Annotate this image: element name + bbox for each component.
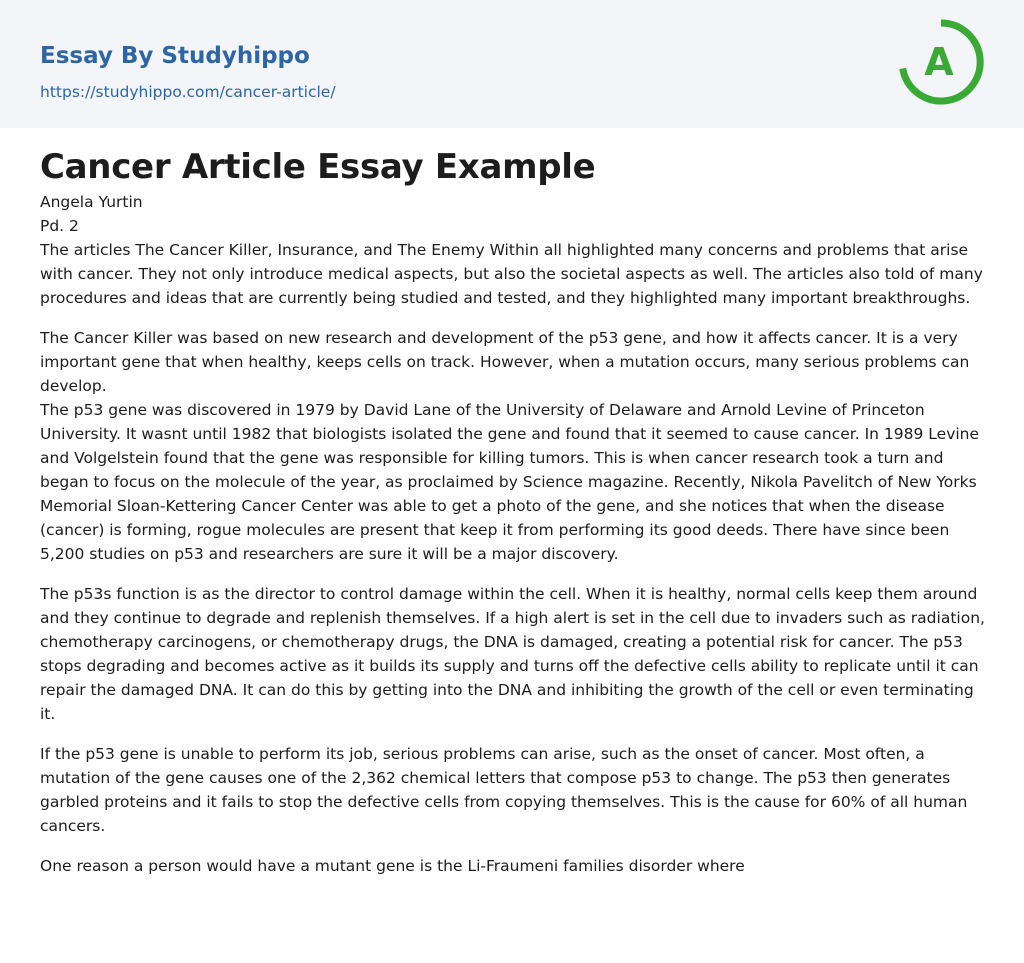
- paragraph-4: The p53s function is as the director to control damage within the cell. When it is healthy, normal cells keep them around and they continue to degrade and replenish themselves. If a high alert is set in the cell due to invaders such as radiation, chemotherapy carcinogens, or chemotherapy drugs, the DNA is damaged, creating a potential risk for cancer. The p53 stops degrading and becomes active as it builds its supply and turns off the defective cells ability to replicate until it can repair the damaged DNA. It can do this by getting into the DNA and inhibiting the growth of the cell or even terminating it.: [40, 585, 985, 723]
- logo-letter: A: [924, 40, 954, 84]
- article-body: [40, 190, 986, 878]
- article-content: [0, 144, 1024, 878]
- author-name: Angela Yurtin: [40, 193, 143, 211]
- paragraph-3: The p53 gene was discovered in 1979 by David Lane of the University of Delaware and Arnold Levine of Princeton University. It wasnt until 1982 that biologists isolated the gene and found that it seemed to cause cancer. In 1989 Levine and Volgelstein found that the gene was responsible for killing tumors. This is when cancer research took a turn and began to focus on the molecule of the year, as proclaimed by Science magazine. Recently, Nikola Pavelitch of New Yorks Memorial Sloan-Kettering Cancer Center was able to get a photo of the gene, and she notices that when the disease (cancer) is forming, rogue molecules are present that keep it from performing its good deeds. There have since been 5,200 studies on p53 and researchers are sure it will be a major discovery.: [40, 401, 980, 563]
- paragraph-1: The articles The Cancer Killer, Insurance, and The Enemy Within all highlighted many concerns and problems that arise with cancer. They not only introduce medical aspects, but also the societal aspects as well. The articles also told of many procedures and ideas that are currently being studied and tested, and they highlighted many important breakthroughs.: [40, 241, 983, 307]
- site-brand[interactable]: Essay By Studyhippo: [40, 43, 310, 69]
- article-url-link[interactable]: https://studyhippo.com/cancer-article/: [40, 83, 336, 101]
- paragraph-6: One reason a person would have a mutant gene is the Li-Fraumeni families disorder where: [40, 857, 745, 875]
- site-header: [0, 0, 1024, 128]
- page-title: Cancer Article Essay Example: [40, 147, 596, 187]
- paragraph-2: The Cancer Killer was based on new research and development of the p53 gene, and how it affects cancer. It is a very important gene that when healthy, keeps cells on track. However, when a mutation occurs, many serious problems can develop.: [40, 329, 970, 395]
- studyhippo-logo-icon[interactable]: [898, 19, 984, 105]
- class-period: Pd. 2: [40, 217, 79, 235]
- paragraph-5: If the p53 gene is unable to perform its job, serious problems can arise, such as the onset of cancer. Most often, a mutation of the gene causes one of the 2,362 chemical letters that compose p53 to change. The p53 then generates garbled proteins and it fails to stop the defective cells from copying themselves. This is the cause for 60% of all human cancers.: [40, 745, 968, 835]
